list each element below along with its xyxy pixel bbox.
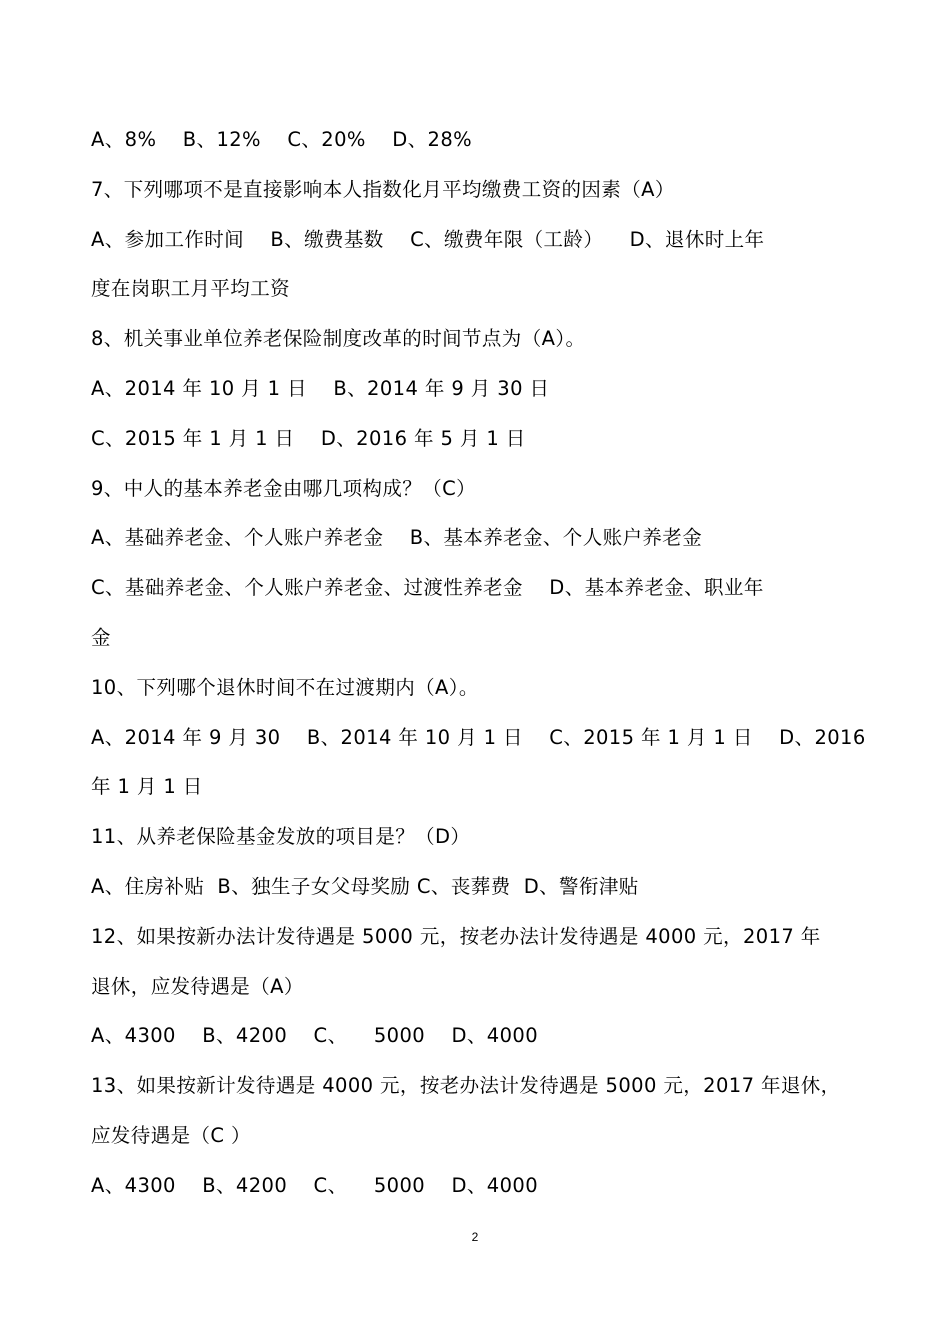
question-9: 9、中人的基本养老金由哪几项构成？（C） <box>91 476 477 500</box>
page-number: 2 <box>471 1230 479 1244</box>
question-7: 7、下列哪项不是直接影响本人指数化月平均缴费工资的因素（A） <box>91 177 675 201</box>
option-line-q12: A、4300 B、4200 C、 5000 D、4000 <box>91 1024 539 1048</box>
option-line-q13: A、4300 B、4200 C、 5000 D、4000 <box>91 1173 539 1197</box>
option-line-q9-a: A、基础养老金、个人账户养老金 B、基本养老金、个人账户养老金 <box>91 526 703 550</box>
document-body <box>91 115 871 1211</box>
question-11: 11、从养老保险基金发放的项目是？（D） <box>91 825 471 849</box>
question-13: 13、如果按新计发待遇是 4000 元，按老办法计发待遇是 5000 元，2017 年退休， <box>91 1074 841 1098</box>
option-line-q10: A、2014 年 9 月 30 B、2014 年 10 月 1 日 C、2015 年 1 月 1 日 D、2016 <box>91 725 866 749</box>
question-10: 10、下列哪个退休时间不在过渡期内（A）。 <box>91 675 479 699</box>
option-line-q9-cont: 金 <box>91 625 111 649</box>
question-13-cont: 应发待遇是（C ） <box>91 1123 251 1147</box>
option-line-q7-cont: 度在岗职工月平均工资 <box>91 277 291 301</box>
question-12: 12、如果按新办法计发待遇是 5000 元，按老办法计发待遇是 4000 元，2017 年 <box>91 924 821 948</box>
option-line-q8-c: C、2015 年 1 月 1 日 D、2016 年 5 月 1 日 <box>91 426 526 450</box>
option-line-q6: A、8% B、12% C、20% D、28% <box>91 128 473 151</box>
question-12-cont: 退休，应发待遇是（A） <box>91 974 304 998</box>
option-line-q11: A、住房补贴 B、独生子女父母奖励 C、丧葬费 D、警衔津贴 <box>91 874 639 898</box>
option-line-q7: A、参加工作时间 B、缴费基数 C、缴费年限（工龄） D、退休时上年 <box>91 227 765 251</box>
question-8: 8、机关事业单位养老保险制度改革的时间节点为（A）。 <box>91 327 586 351</box>
option-line-q9-c: C、基础养老金、个人账户养老金、过渡性养老金 D、基本养老金、职业年 <box>91 576 764 600</box>
option-line-q8-a: A、2014 年 10 月 1 日 B、2014 年 9 月 30 日 <box>91 376 550 400</box>
option-line-q10-cont: 年 1 月 1 日 <box>91 775 203 799</box>
